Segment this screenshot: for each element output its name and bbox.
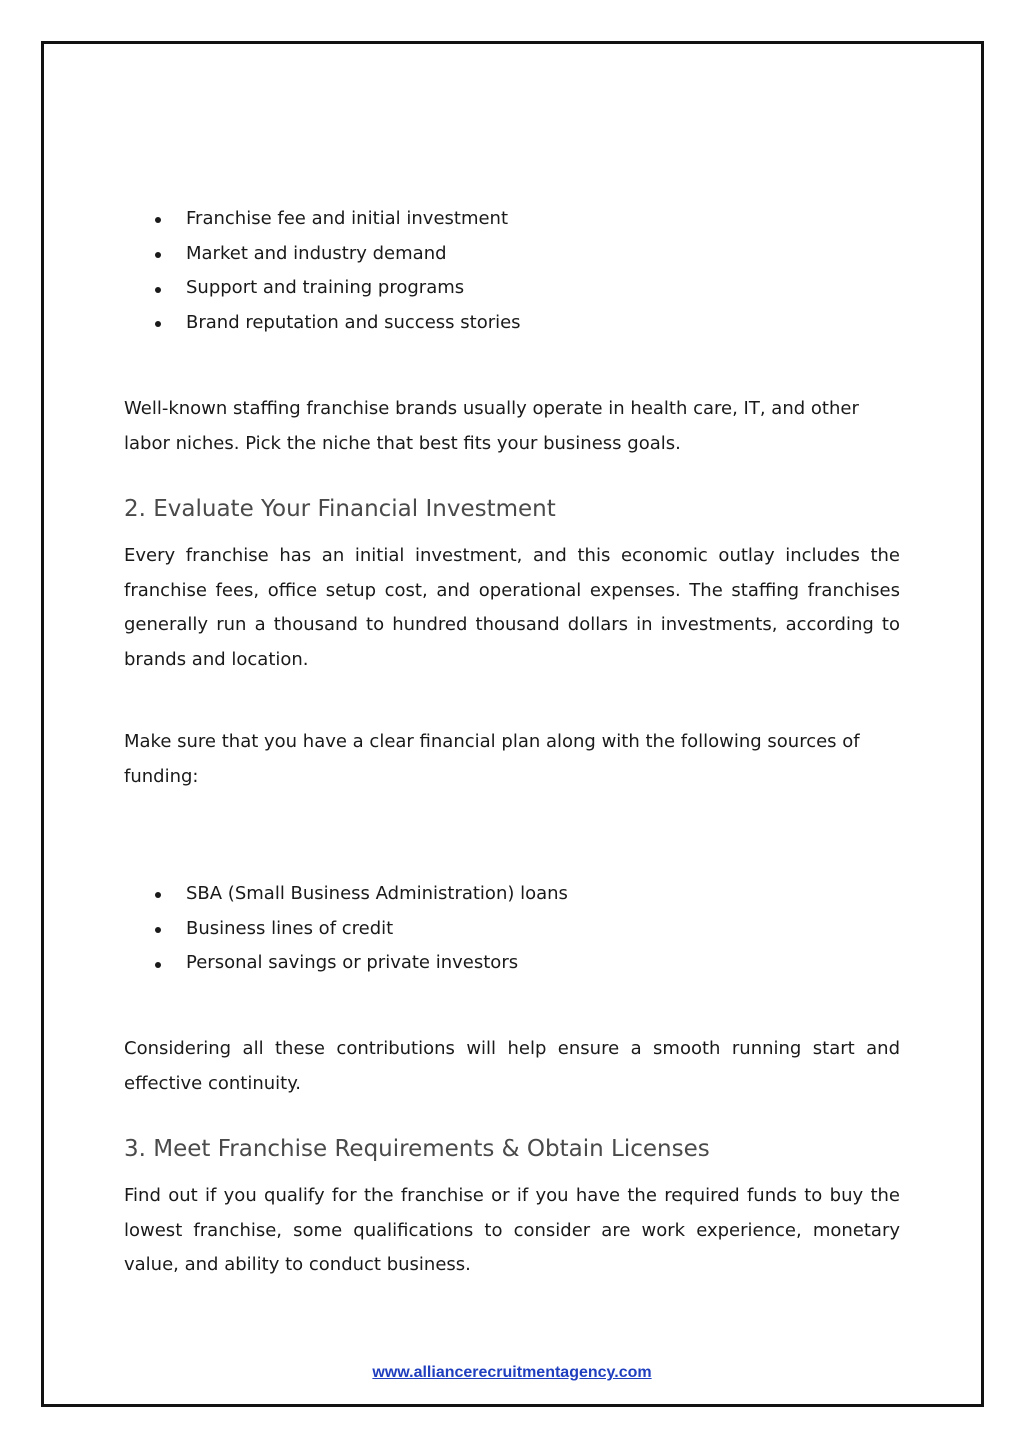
bullet-icon [155,252,161,258]
list-item-text: Personal savings or private investors [186,952,519,974]
section-2-paragraph-3-container [124,1032,900,1101]
section-3-heading: 3. Meet Franchise Requirements & Obtain Licenses [124,1136,710,1162]
list-item [124,877,568,912]
list-item-text: SBA (Small Business Administration) loans [186,883,568,904]
section-2-heading: 2. Evaluate Your Financial Investment [124,496,556,522]
bullet-icon [155,962,161,968]
section-2-paragraph-1-container [124,539,900,677]
section-2-paragraph-2: Make sure that you have a clear financial plan along with the following sources of funding: [124,731,860,787]
footer-website-link[interactable]: www.alliancerecruitmentagency.com [372,1364,652,1381]
paragraph-niches: Well-known staffing franchise brands usually operate in health care, IT, and other labor niches. Pick the niche that best fits your business goals. [124,398,859,454]
list-item [124,912,568,947]
bullet-icon [155,217,161,223]
section-2-paragraph-1: Every franchise has an initial investment, and this economic outlay includes the franchise fees, office setup cost, and operational expenses. The staffing franchises generally run a thousand to hundred thousand dollars in investments, according to brands and location. [124,545,900,670]
list-item [124,237,521,272]
list-item [124,271,521,306]
list-item-text: Brand reputation and success stories [186,312,521,334]
list-item [124,946,568,981]
list-item [124,306,521,341]
list-item [124,202,521,237]
bullet-list-funding-sources [124,877,568,981]
bullet-icon [155,287,161,293]
section-3-paragraph-1: Find out if you qualify for the franchise or if you have the required funds to buy the lowest franchise, some qualifications to consider are work experience, monetary value, and ability to conduct business. [124,1185,900,1275]
list-item-text: Market and industry demand [186,242,447,264]
section-3-paragraph-1-container [124,1179,900,1283]
section-2-paragraph-2-container [124,725,900,794]
paragraph-niches-container [124,392,900,461]
section-2-paragraph-3: Considering all these contributions will help ensure a smooth running start and effective continuity. [124,1038,900,1094]
bullet-icon [155,927,161,933]
list-item-text: Business lines of credit [186,917,394,939]
list-item-text: Support and training programs [186,277,465,299]
bullet-icon [155,321,161,327]
list-item-text: Franchise fee and initial investment [186,208,509,229]
bullet-list-franchise-factors [124,202,521,341]
bullet-icon [155,892,161,898]
